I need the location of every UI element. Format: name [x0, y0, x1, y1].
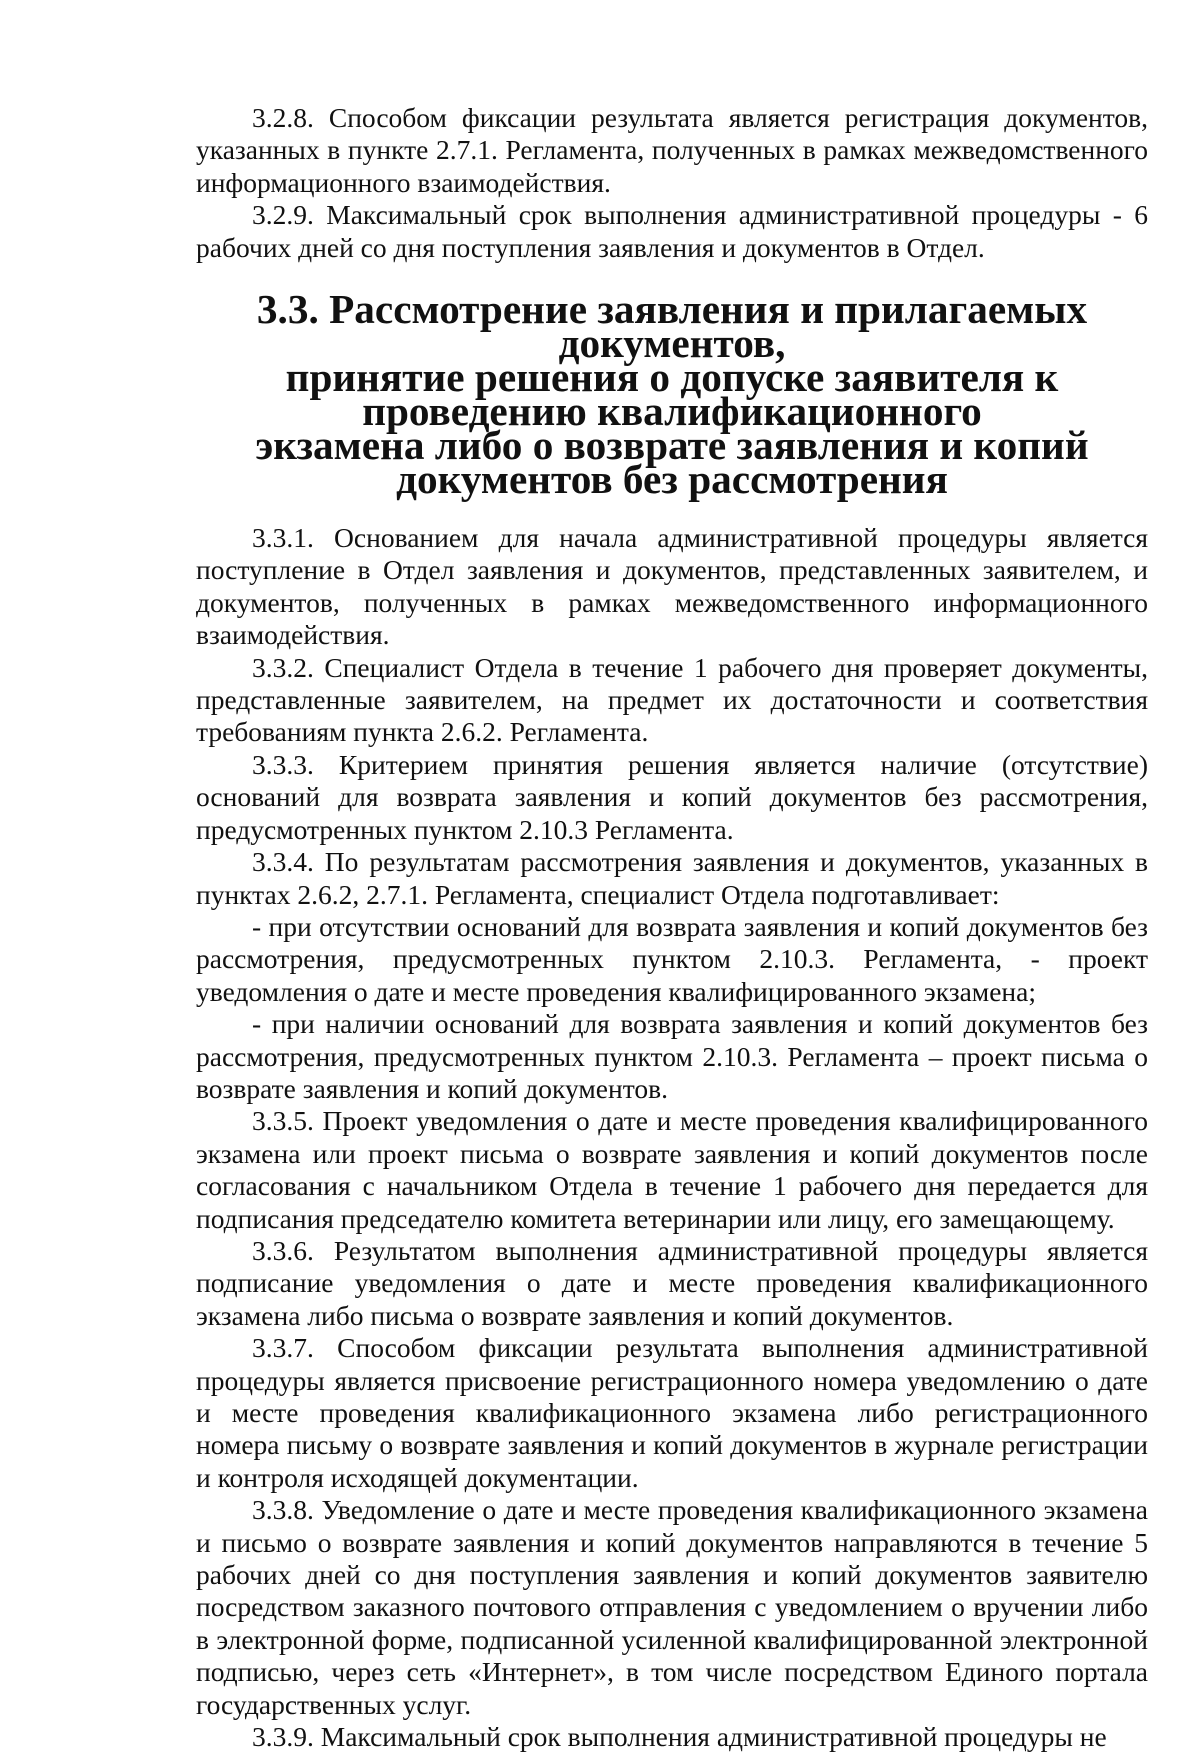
paragraph-3-3-4: 3.3.4. По результатам рассмотрения заявления и документов, указанных в пунктах 2.6.2, 2.7.1. Регламента, специалист Отдела подготавливает: [196, 846, 1148, 910]
section-heading-line-2: принятие решения о допуске заявителя к проведению квалификационного [285, 354, 1059, 435]
paragraph-3-3-1: 3.3.1. Основанием для начала административной процедуры является поступление в Отдел заявления и документов, представленных заявителем, и документов, полученных в рамках межведомственного информационного взаимодействия. [196, 522, 1148, 651]
document-page [196, 102, 1148, 1753]
section-heading-3-3 [196, 286, 1148, 503]
paragraph-3-2-8: 3.2.8. Способом фиксации результата является регистрация документов, указанных в пункте 2.7.1. Регламента, полученных в рамках межведомственного информационного взаимодействия. [196, 102, 1148, 198]
paragraph-3-3-4-item-2: - при наличии оснований для возврата заявления и копий документов без рассмотрения, предусмотренных пунктом 2.10.3. Регламента – проект письма о возврате заявления и копий документов. [196, 1008, 1148, 1104]
paragraph-3-3-8: 3.3.8. Уведомление о дате и месте проведения квалификационного экзамена и письмо о возврате заявления и копий документов направляются в течение 5 рабочих дней со дня поступления заявления и копий документов заявителю посредством заказного почтового отправления с уведомлением о вручении либо в электронной форме, подписанной усиленной квалифицированной электронной подписью, через сеть «Интернет», в том числе посредством Единого портала государственных услуг. [196, 1494, 1148, 1720]
paragraph-3-3-5: 3.3.5. Проект уведомления о дате и месте проведения квалифицированного экзамена или проект письма о возврате заявления и копий документов после согласования с начальником Отдела в течение 1 рабочего дня передается для подписания председателю комитета ветеринарии или лицу, его замещающему. [196, 1105, 1148, 1234]
paragraph-3-3-3: 3.3.3. Критерием принятия решения является наличие (отсутствие) оснований для возврата заявления и копий документов без рассмотрения, предусмотренных пунктом 2.10.3 Регламента. [196, 748, 1148, 845]
paragraph-3-3-4-item-1: - при отсутствии оснований для возврата заявления и копий документов без рассмотрения, предусмотренных пунктом 2.10.3. Регламента, - проект уведомления о дате и месте проведения квалифицированного экзамена; [196, 910, 1148, 1007]
section-heading-line-1: 3.3. Рассмотрение заявления и прилагаемых документов, [256, 286, 1088, 367]
section-heading-line-3: экзамена либо о возврате заявления и копий документов без рассмотрения [255, 422, 1089, 503]
paragraph-3-3-9: 3.3.9. Максимальный срок выполнения административной процедуры не [252, 1721, 1107, 1753]
paragraph-3-2-9: 3.2.9. Максимальный срок выполнения административной процедуры - 6 рабочих дней со дня поступления заявления и документов в Отдел. [196, 199, 1148, 263]
paragraph-3-3-7: 3.3.7. Способом фиксации результата выполнения административной процедуры является присвоение регистрационного номера уведомлению о дате и месте проведения квалификационного экзамена либо регистрационного номера письму о возврате заявления и копий документов в журнале регистрации и контроля исходящей документации. [196, 1332, 1148, 1493]
paragraph-3-3-2: 3.3.2. Специалист Отдела в течение 1 рабочего дня проверяет документы, представленные заявителем, на предмет их достаточности и соответствия требованиям пункта 2.6.2. Регламента. [196, 651, 1148, 748]
paragraph-3-3-6: 3.3.6. Результатом выполнения административной процедуры является подписание уведомления о дате и месте проведения квалификационного экзамена либо письма о возврате заявления и копий документов. [196, 1234, 1148, 1331]
